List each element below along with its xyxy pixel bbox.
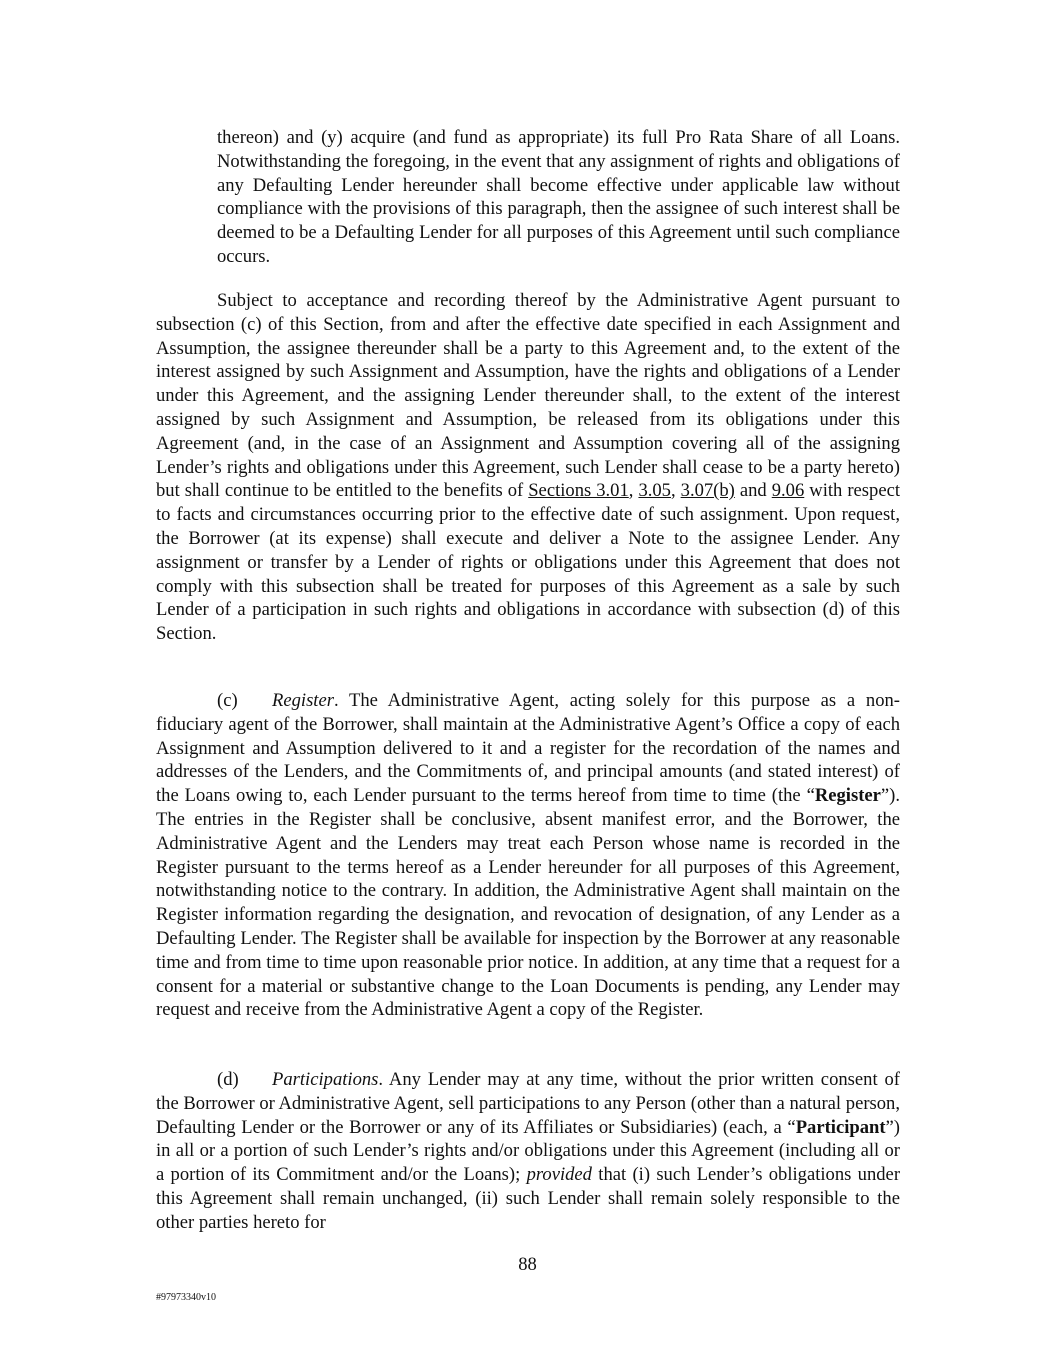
paragraph-text: with respect to facts and circumstances occurring prior to the effective date of such assignment. Upon request, the Borrower (at its expense) shall execute and deliver a Note to the assignee Lender. Any assignment or transfer by a Lender of rights or obligations under this Agreement that does not comply with this subsection shall be treated for purposes of this Agreement as a sale by such Lender of a participation in such rights and obligations in accordance with subsection (d) of this Section. (156, 480, 900, 645)
paragraph-text: Subject to acceptance and recording thereof by the Administrative Agent pursuant to subsection (c) of this Section, from and after the effective date specified in each Assignment and Assumption, the assignee thereunder shall be a party to this Agreement and, to the extent of the interest assigned by such Assignment and Assumption, have the rights and obligations of a Lender under this Agreement, and the assigning Lender thereunder shall, to the extent of the interest assigned by such Assignment and Assumption, be released from its obligations under this Agreement (and, in the case of an Assignment and Assumption covering all of the assigning Lender’s rights and obligations under this Agreement, such Lender shall cease to be a party hereto) but shall continue to be entitled to the benefits of (156, 290, 900, 502)
page-number: 88 (518, 1254, 537, 1275)
paragraph-text: . The Administrative Agent, acting solely for this purpose as a non-fiduciary agent of the Borrower, shall maintain at the Administrative Agent’s Office a copy of each Assignment and Assumption delivered to it and a register for the recordation of the names and addresses of the Lenders, and the Commitments of, and principal amounts (and stated interest) of the Loans owing to, each Lender pursuant to the terms hereof from time to time (the “ (156, 690, 900, 807)
defined-term: Participant (795, 1116, 886, 1138)
section-reference: 3.05 (638, 480, 671, 502)
paragraph-register (156, 689, 900, 1022)
subsection-heading: Participations (272, 1069, 379, 1090)
subsection-heading: Register (272, 690, 334, 711)
paragraph-participations (156, 1068, 900, 1235)
subsection-label: (c) (217, 690, 238, 711)
document-id: #97973340v10 (156, 1292, 216, 1303)
paragraph-text: that (i) such Lender’s obligations under this Agreement shall remain unchanged, (ii) such Lender shall remain solely responsible to the other parties hereto for (156, 1164, 901, 1233)
paragraph-text: ”) in all or a portion of such Lender’s rights and/or obligations under this Agreement (including all or a portion of its Commitment and/or the Loans); (156, 1116, 900, 1186)
section-reference: Sections 3.01 (528, 480, 629, 502)
proviso-term: provided (526, 1164, 592, 1186)
defined-term: Register (814, 785, 881, 807)
separator: and (734, 480, 772, 502)
paragraph-continuation (217, 126, 900, 269)
subsection-label: (d) (217, 1069, 239, 1090)
paragraph-assignment-effect (156, 289, 900, 646)
section-reference: 9.06 (771, 480, 805, 502)
separator: , (628, 480, 639, 502)
paragraph-text: ”). The entries in the Register shall be conclusive, absent manifest error, and the Borrower, the Administrative Agent and the Lenders may treat each Person whose name is recorded in the Register pursuant to the terms hereof as a Lender hereunder for all purposes of this Agreement, notwithstanding notice to the contrary. In addition, the Administrative Agent shall maintain on the Register information regarding the designation, and revocation of designation, of any Lender as a Defaulting Lender. The Register shall be available for inspection by the Borrower at any reasonable time and from time to time upon reasonable prior notice. In addition, at any time that a request for a consent for a material or substantive change to the Loan Documents is pending, any Lender may request and receive from the Administrative Agent a copy of the Register. (156, 785, 900, 1021)
paragraph-text: . Any Lender may at any time, without the prior written consent of the Borrower or Administrative Agent, sell participations to any Person (other than a natural person, Defaulting Lender or the Borrower or any of its Affiliates or Subsidiaries) (each, a “ (156, 1069, 900, 1138)
paragraph-text: thereon) and (y) acquire (and fund as appropriate) its full Pro Rata Share of all Loans. Notwithstanding the foregoing, in the event that any assignment of rights and obligations of any Defaulting Lender hereunder shall become effective under applicable law without compliance with the provisions of this paragraph, then the assignee of such interest shall be deemed to be a Defaulting Lender for all purposes of this Agreement until such compliance occurs. (217, 127, 900, 267)
separator: , (670, 480, 681, 502)
section-reference: 3.07(b) (680, 480, 735, 502)
